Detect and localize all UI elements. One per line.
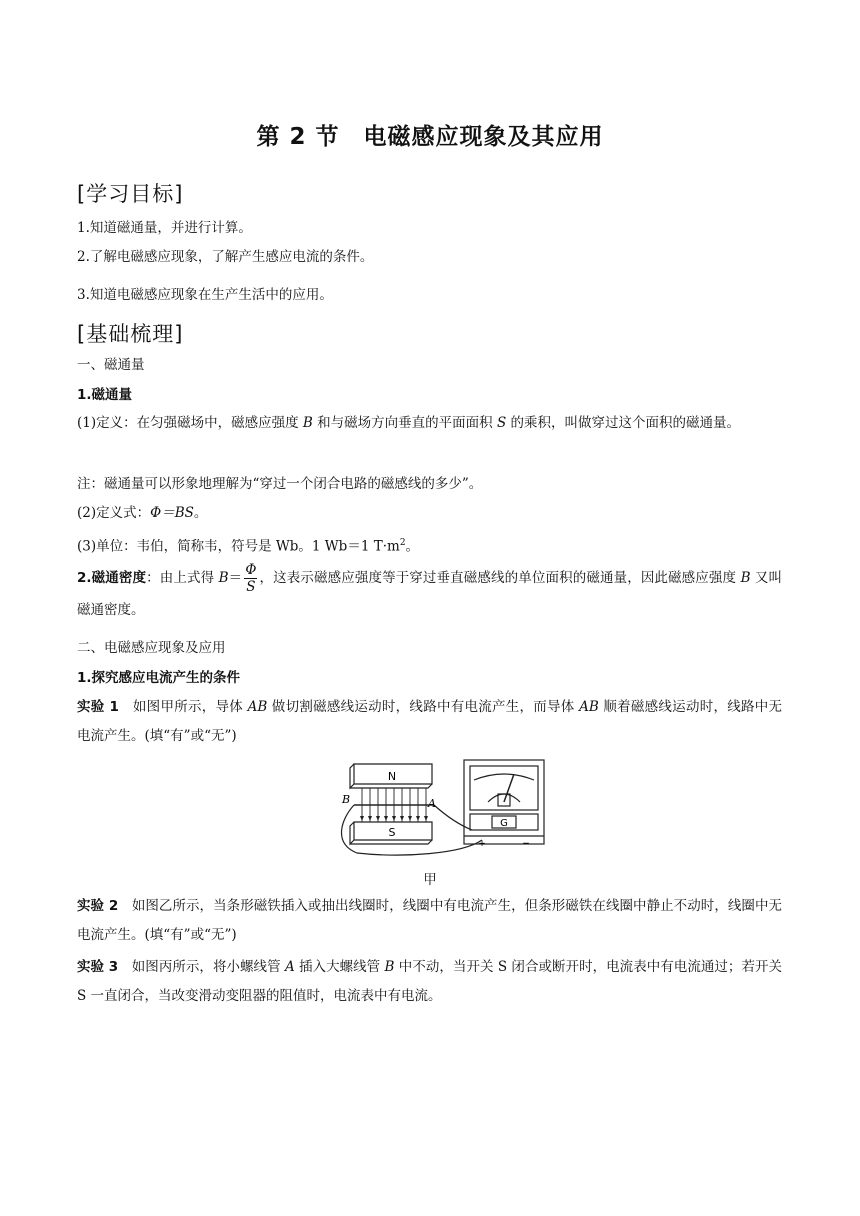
- fraction-phi-over-s: [244, 562, 257, 595]
- experiment3-label: 实验 3: [77, 959, 119, 975]
- label-b: B: [341, 793, 351, 806]
- density-paragraph: [77, 562, 782, 625]
- objective-item-1: 1.知道磁通量，并进行计算。: [77, 220, 252, 236]
- experiment-figure: [332, 758, 552, 858]
- note-line: 注：磁通量可以形象地理解为“穿过一个闭合电路的磁感线的多少”。: [77, 476, 483, 492]
- symbol-S: S: [496, 415, 507, 431]
- experiment3-paragraph: [77, 953, 782, 1011]
- density-equals: ＝: [228, 570, 243, 586]
- experiment1-AB-2: AB: [579, 699, 599, 715]
- definition-paragraph: [77, 409, 782, 438]
- objective-item-3: 3.知道电磁感应现象在生产生活中的应用。: [77, 287, 333, 303]
- formula-prefix: (2)定义式：: [77, 505, 151, 521]
- basics-heading: [基础梳理]: [77, 322, 184, 346]
- unit-superscript: 2: [399, 538, 406, 548]
- objective-item-2: 2.了解电磁感应现象，了解产生感应电流的条件。: [77, 249, 374, 265]
- experiment2-label: 实验 2: [77, 898, 119, 914]
- unit-text: (3)单位：韦伯，简称韦，符号是 Wb。1 Wb＝1 T·m: [77, 538, 400, 555]
- label-s: S: [388, 826, 396, 839]
- experiment1-label: 实验 1: [77, 699, 119, 715]
- unit-line: [77, 532, 419, 558]
- label-minus: −: [522, 839, 530, 849]
- experiment2-paragraph: [77, 892, 782, 950]
- experiment1-text-c: 顺着磁感线运动时，线路中无电流产生。(填“有”或“无”): [77, 699, 783, 744]
- experiment1-text-b: 做切割磁感线运动时，线路中有电流产生，而导体: [267, 699, 580, 715]
- section1-title: 一、磁通量: [77, 357, 145, 373]
- density-text-c: 又叫磁通密度。: [77, 570, 783, 618]
- experiment1-text-a: 如图甲所示，导体: [118, 699, 248, 715]
- density-symbol-B: B: [218, 570, 229, 586]
- subheading-explore: 1.探究感应电流产生的条件: [77, 670, 241, 686]
- experiment1-paragraph: [77, 693, 782, 751]
- section2-title: 二、电磁感应现象及应用: [77, 640, 226, 656]
- label-n: N: [387, 770, 397, 783]
- page-title: 第 2 节 电磁感应现象及其应用: [256, 124, 604, 150]
- formula: Φ＝BS: [150, 505, 194, 521]
- definition-text-a: (1)定义：在匀强磁场中，磁感应强度: [77, 415, 303, 431]
- objectives-heading: [学习目标]: [77, 182, 184, 206]
- density-text-b: ，这表示磁感应强度等于穿过垂直磁感线的单位面积的磁通量，因此磁感应强度: [259, 570, 741, 586]
- density-symbol-B2: B: [740, 570, 751, 586]
- experiment3-text-c: 中不动，当开关 S 闭合或断开时，电流表中有电流通过；若开关 S 一直闭合，当改变滑动变阻器的阻值时，电流表中有电流。: [77, 959, 783, 1004]
- density-label: 2.磁通密度: [77, 570, 147, 586]
- label-g: G: [500, 818, 508, 829]
- definition-text-c: 的乘积，叫做穿过这个面积的磁通量。: [506, 415, 740, 431]
- definition-text-b: 和与磁场方向垂直的平面面积: [312, 415, 497, 431]
- wire-left: [342, 805, 482, 855]
- experiment3-symbol-B: B: [384, 959, 395, 975]
- wire-right: [434, 805, 472, 830]
- experiment3-text-a: 如图丙所示，将小螺线管: [118, 959, 285, 975]
- density-text-a: ：由上式得: [146, 570, 219, 586]
- experiment1-AB-1: AB: [247, 699, 268, 715]
- label-a: A: [428, 797, 436, 810]
- formula-suffix: 。: [193, 505, 208, 521]
- experiment2-text: 如图乙所示，当条形磁铁插入或抽出线圈时，线圈中有电流产生，但条形磁铁在线圈中静止不动时，线圈中无电流产生。(填“有”或“无”): [77, 898, 783, 943]
- fraction-denominator: S: [246, 579, 256, 595]
- experiment3-symbol-A: A: [284, 959, 295, 975]
- figure-caption: 甲: [423, 872, 437, 888]
- label-plus: +: [478, 839, 486, 849]
- subheading-flux: 1.磁通量: [77, 387, 133, 403]
- fraction-numerator: Φ: [245, 562, 257, 578]
- experiment3-text-b: 插入大螺线管: [294, 959, 385, 975]
- unit-end: 。: [405, 538, 420, 555]
- symbol-B: B: [302, 415, 313, 431]
- formula-line: [77, 502, 207, 524]
